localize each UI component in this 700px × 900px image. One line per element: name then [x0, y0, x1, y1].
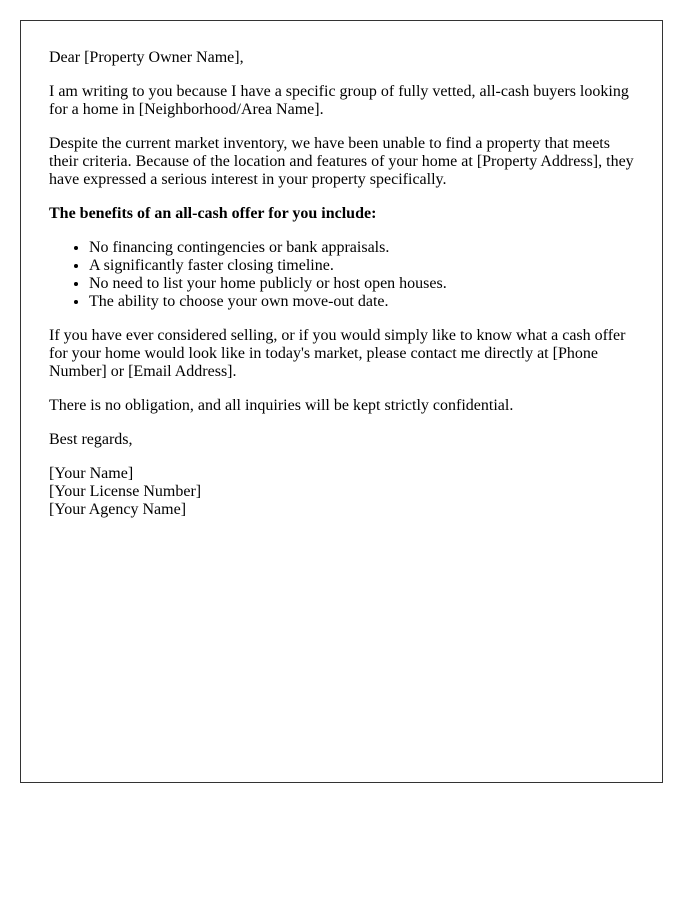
confidentiality-paragraph: There is no obligation, and all inquiries will be kept strictly confidential.: [49, 397, 514, 414]
benefit-item: • The ability to choose your own move-out date.: [89, 293, 634, 311]
benefit-item: • A significantly faster closing timeline.: [89, 257, 634, 275]
benefits-list: [49, 239, 634, 311]
salutation: Dear [Property Owner Name],: [49, 49, 244, 66]
letter: [20, 20, 663, 783]
signoff: Best regards,: [49, 431, 133, 448]
signature-block: [49, 465, 634, 519]
contact-paragraph: If you have ever considered selling, or if you would simply like to know what a cash offer for your home would look like in today's market, please contact me directly at [Phone Number] or [Email Address].: [49, 327, 626, 380]
criteria-paragraph: Despite the current market inventory, we have been unable to find a property that meets their criteria. Because of the location and features of your home at [Property Address], they have expressed a serious interest in your property specifically.: [49, 135, 634, 188]
intro-paragraph: I am writing to you because I have a specific group of fully vetted, all-cash buyers looking for a home in [Neighborhood/Area Name].: [49, 83, 629, 118]
benefit-item: • No need to list your home publicly or host open houses.: [89, 275, 634, 293]
signature-name: [Your Name]: [49, 465, 134, 482]
signature-license: [Your License Number]: [49, 483, 202, 500]
benefit-item: • No financing contingencies or bank appraisals.: [89, 239, 634, 257]
benefits-heading: [49, 205, 634, 223]
signature-agency: [Your Agency Name]: [49, 501, 187, 518]
benefits-heading-text: The benefits of an all-cash offer for you include:: [49, 205, 377, 222]
